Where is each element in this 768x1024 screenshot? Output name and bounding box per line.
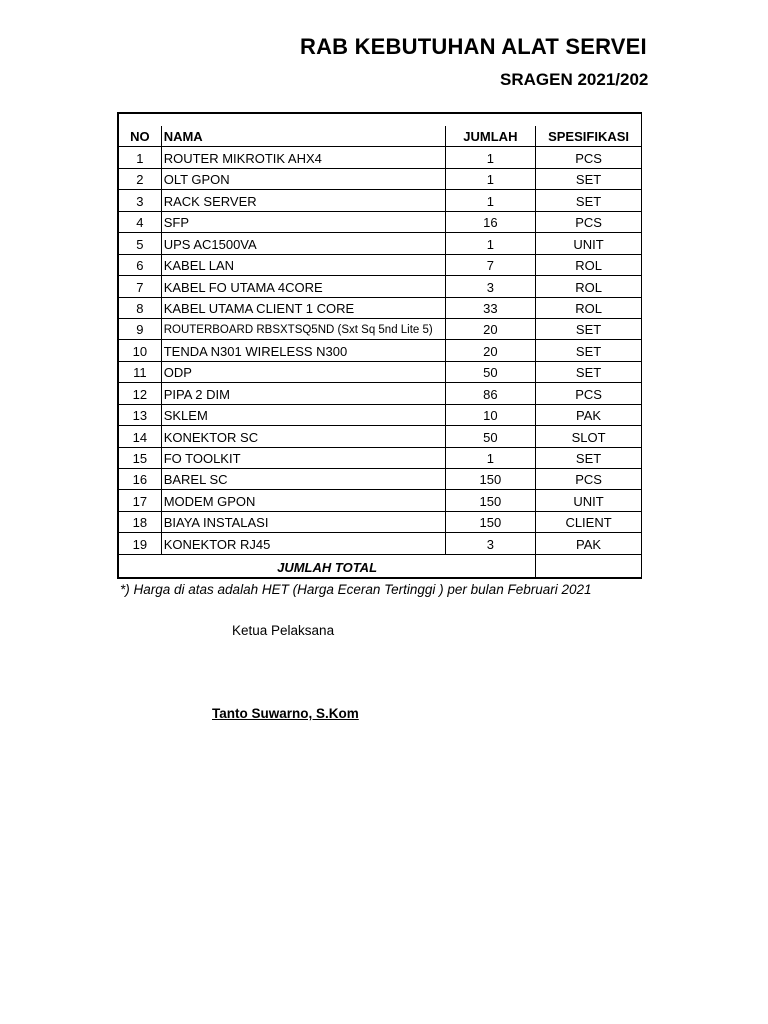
document-subtitle: SRAGEN 2021/202 <box>500 70 649 89</box>
row-spesifikasi-cell: CLIENT <box>536 511 642 532</box>
row-nama-cell: SKLEM <box>161 404 445 425</box>
table-row <box>118 190 642 211</box>
row-jumlah-cell: 33 <box>445 297 535 318</box>
row-nama-cell: KABEL UTAMA CLIENT 1 CORE <box>161 297 445 318</box>
row-no-cell: 5 <box>118 233 161 254</box>
table-row <box>118 383 642 404</box>
row-spesifikasi-cell: ROL <box>536 276 642 297</box>
row-no-cell: 14 <box>118 426 161 447</box>
row-no-cell: 19 <box>118 533 161 554</box>
row-spesifikasi-cell: SLOT <box>536 426 642 447</box>
row-spesifikasi-cell: PCS <box>536 469 642 490</box>
row-no-cell: 3 <box>118 190 161 211</box>
row-no-cell: 15 <box>118 447 161 468</box>
rab-table <box>117 112 642 579</box>
total-row <box>118 554 642 578</box>
row-jumlah-cell: 150 <box>445 490 535 511</box>
table-top-spacer <box>118 113 642 126</box>
row-no-cell: 12 <box>118 383 161 404</box>
row-nama-cell: KONEKTOR SC <box>161 426 445 447</box>
row-no-cell: 17 <box>118 490 161 511</box>
row-nama-cell: FO TOOLKIT <box>161 447 445 468</box>
table-row <box>118 168 642 189</box>
row-spesifikasi-cell: SET <box>536 361 642 382</box>
row-no-cell: 2 <box>118 168 161 189</box>
table-row <box>118 318 642 339</box>
table-row <box>118 340 642 361</box>
row-no-cell: 18 <box>118 511 161 532</box>
table-row <box>118 533 642 554</box>
row-jumlah-cell: 3 <box>445 276 535 297</box>
row-nama-cell: ODP <box>161 361 445 382</box>
row-spesifikasi-cell: UNIT <box>536 233 642 254</box>
signer-role: Ketua Pelaksana <box>232 623 335 638</box>
table-row <box>118 211 642 232</box>
row-spesifikasi-cell: SET <box>536 318 642 339</box>
table-row <box>118 297 642 318</box>
header-jumlah: JUMLAH <box>445 126 535 147</box>
row-spesifikasi-cell: ROL <box>536 254 642 275</box>
total-value-cell <box>536 554 642 578</box>
table-row <box>118 254 642 275</box>
signer-name: Tanto Suwarno, S.Kom <box>212 706 359 721</box>
row-nama-cell: BAREL SC <box>161 469 445 490</box>
row-jumlah-cell: 1 <box>445 168 535 189</box>
row-nama-cell: SFP <box>161 211 445 232</box>
row-no-cell: 1 <box>118 147 161 168</box>
table-row <box>118 490 642 511</box>
row-no-cell: 9 <box>118 318 161 339</box>
row-spesifikasi-cell: PCS <box>536 147 642 168</box>
row-nama-cell: KABEL FO UTAMA 4CORE <box>161 276 445 297</box>
row-spesifikasi-cell: SET <box>536 340 642 361</box>
table-row <box>118 361 642 382</box>
row-no-cell: 11 <box>118 361 161 382</box>
row-jumlah-cell: 10 <box>445 404 535 425</box>
total-label: JUMLAH TOTAL <box>118 554 536 578</box>
row-spesifikasi-cell: SET <box>536 190 642 211</box>
row-nama-cell: ROUTERBOARD RBSXTSQ5ND (Sxt Sq 5nd Lite 5) <box>161 318 445 339</box>
document-title: RAB KEBUTUHAN ALAT SERVEI <box>300 34 647 59</box>
row-spesifikasi-cell: PAK <box>536 533 642 554</box>
row-jumlah-cell: 50 <box>445 361 535 382</box>
row-no-cell: 13 <box>118 404 161 425</box>
row-nama-cell: KONEKTOR RJ45 <box>161 533 445 554</box>
row-jumlah-cell: 3 <box>445 533 535 554</box>
row-jumlah-cell: 50 <box>445 426 535 447</box>
row-nama-cell: BIAYA INSTALASI <box>161 511 445 532</box>
row-nama-cell: PIPA 2 DIM <box>161 383 445 404</box>
row-jumlah-cell: 1 <box>445 147 535 168</box>
row-nama-cell: UPS AC1500VA <box>161 233 445 254</box>
row-nama-cell: KABEL LAN <box>161 254 445 275</box>
row-jumlah-cell: 150 <box>445 469 535 490</box>
row-jumlah-cell: 20 <box>445 340 535 361</box>
row-jumlah-cell: 150 <box>445 511 535 532</box>
row-nama-cell: MODEM GPON <box>161 490 445 511</box>
header-spesifikasi: SPESIFIKASI <box>536 126 642 147</box>
row-nama-cell: TENDA N301 WIRELESS N300 <box>161 340 445 361</box>
header-no: NO <box>118 126 161 147</box>
table-header-row <box>118 126 642 147</box>
row-spesifikasi-cell: SET <box>536 447 642 468</box>
row-jumlah-cell: 1 <box>445 233 535 254</box>
row-no-cell: 8 <box>118 297 161 318</box>
row-nama-cell: RACK SERVER <box>161 190 445 211</box>
table-row <box>118 276 642 297</box>
table-row <box>118 147 642 168</box>
row-spesifikasi-cell: SET <box>536 168 642 189</box>
row-jumlah-cell: 86 <box>445 383 535 404</box>
row-nama-cell: ROUTER MIKROTIK AHX4 <box>161 147 445 168</box>
row-spesifikasi-cell: PAK <box>536 404 642 425</box>
row-jumlah-cell: 20 <box>445 318 535 339</box>
table-row <box>118 233 642 254</box>
row-no-cell: 7 <box>118 276 161 297</box>
table-row <box>118 404 642 425</box>
price-note: *) Harga di atas adalah HET (Harga Eceran Tertinggi ) per bulan Februari 2021 <box>120 582 592 597</box>
row-jumlah-cell: 1 <box>445 447 535 468</box>
table-row <box>118 469 642 490</box>
row-jumlah-cell: 7 <box>445 254 535 275</box>
row-no-cell: 6 <box>118 254 161 275</box>
row-no-cell: 4 <box>118 211 161 232</box>
row-jumlah-cell: 1 <box>445 190 535 211</box>
table-row <box>118 426 642 447</box>
row-spesifikasi-cell: UNIT <box>536 490 642 511</box>
row-jumlah-cell: 16 <box>445 211 535 232</box>
header-nama: NAMA <box>161 126 445 147</box>
row-no-cell: 10 <box>118 340 161 361</box>
row-no-cell: 16 <box>118 469 161 490</box>
row-spesifikasi-cell: ROL <box>536 297 642 318</box>
row-nama-cell: OLT GPON <box>161 168 445 189</box>
table-row <box>118 447 642 468</box>
row-spesifikasi-cell: PCS <box>536 383 642 404</box>
row-spesifikasi-cell: PCS <box>536 211 642 232</box>
table-row <box>118 511 642 532</box>
